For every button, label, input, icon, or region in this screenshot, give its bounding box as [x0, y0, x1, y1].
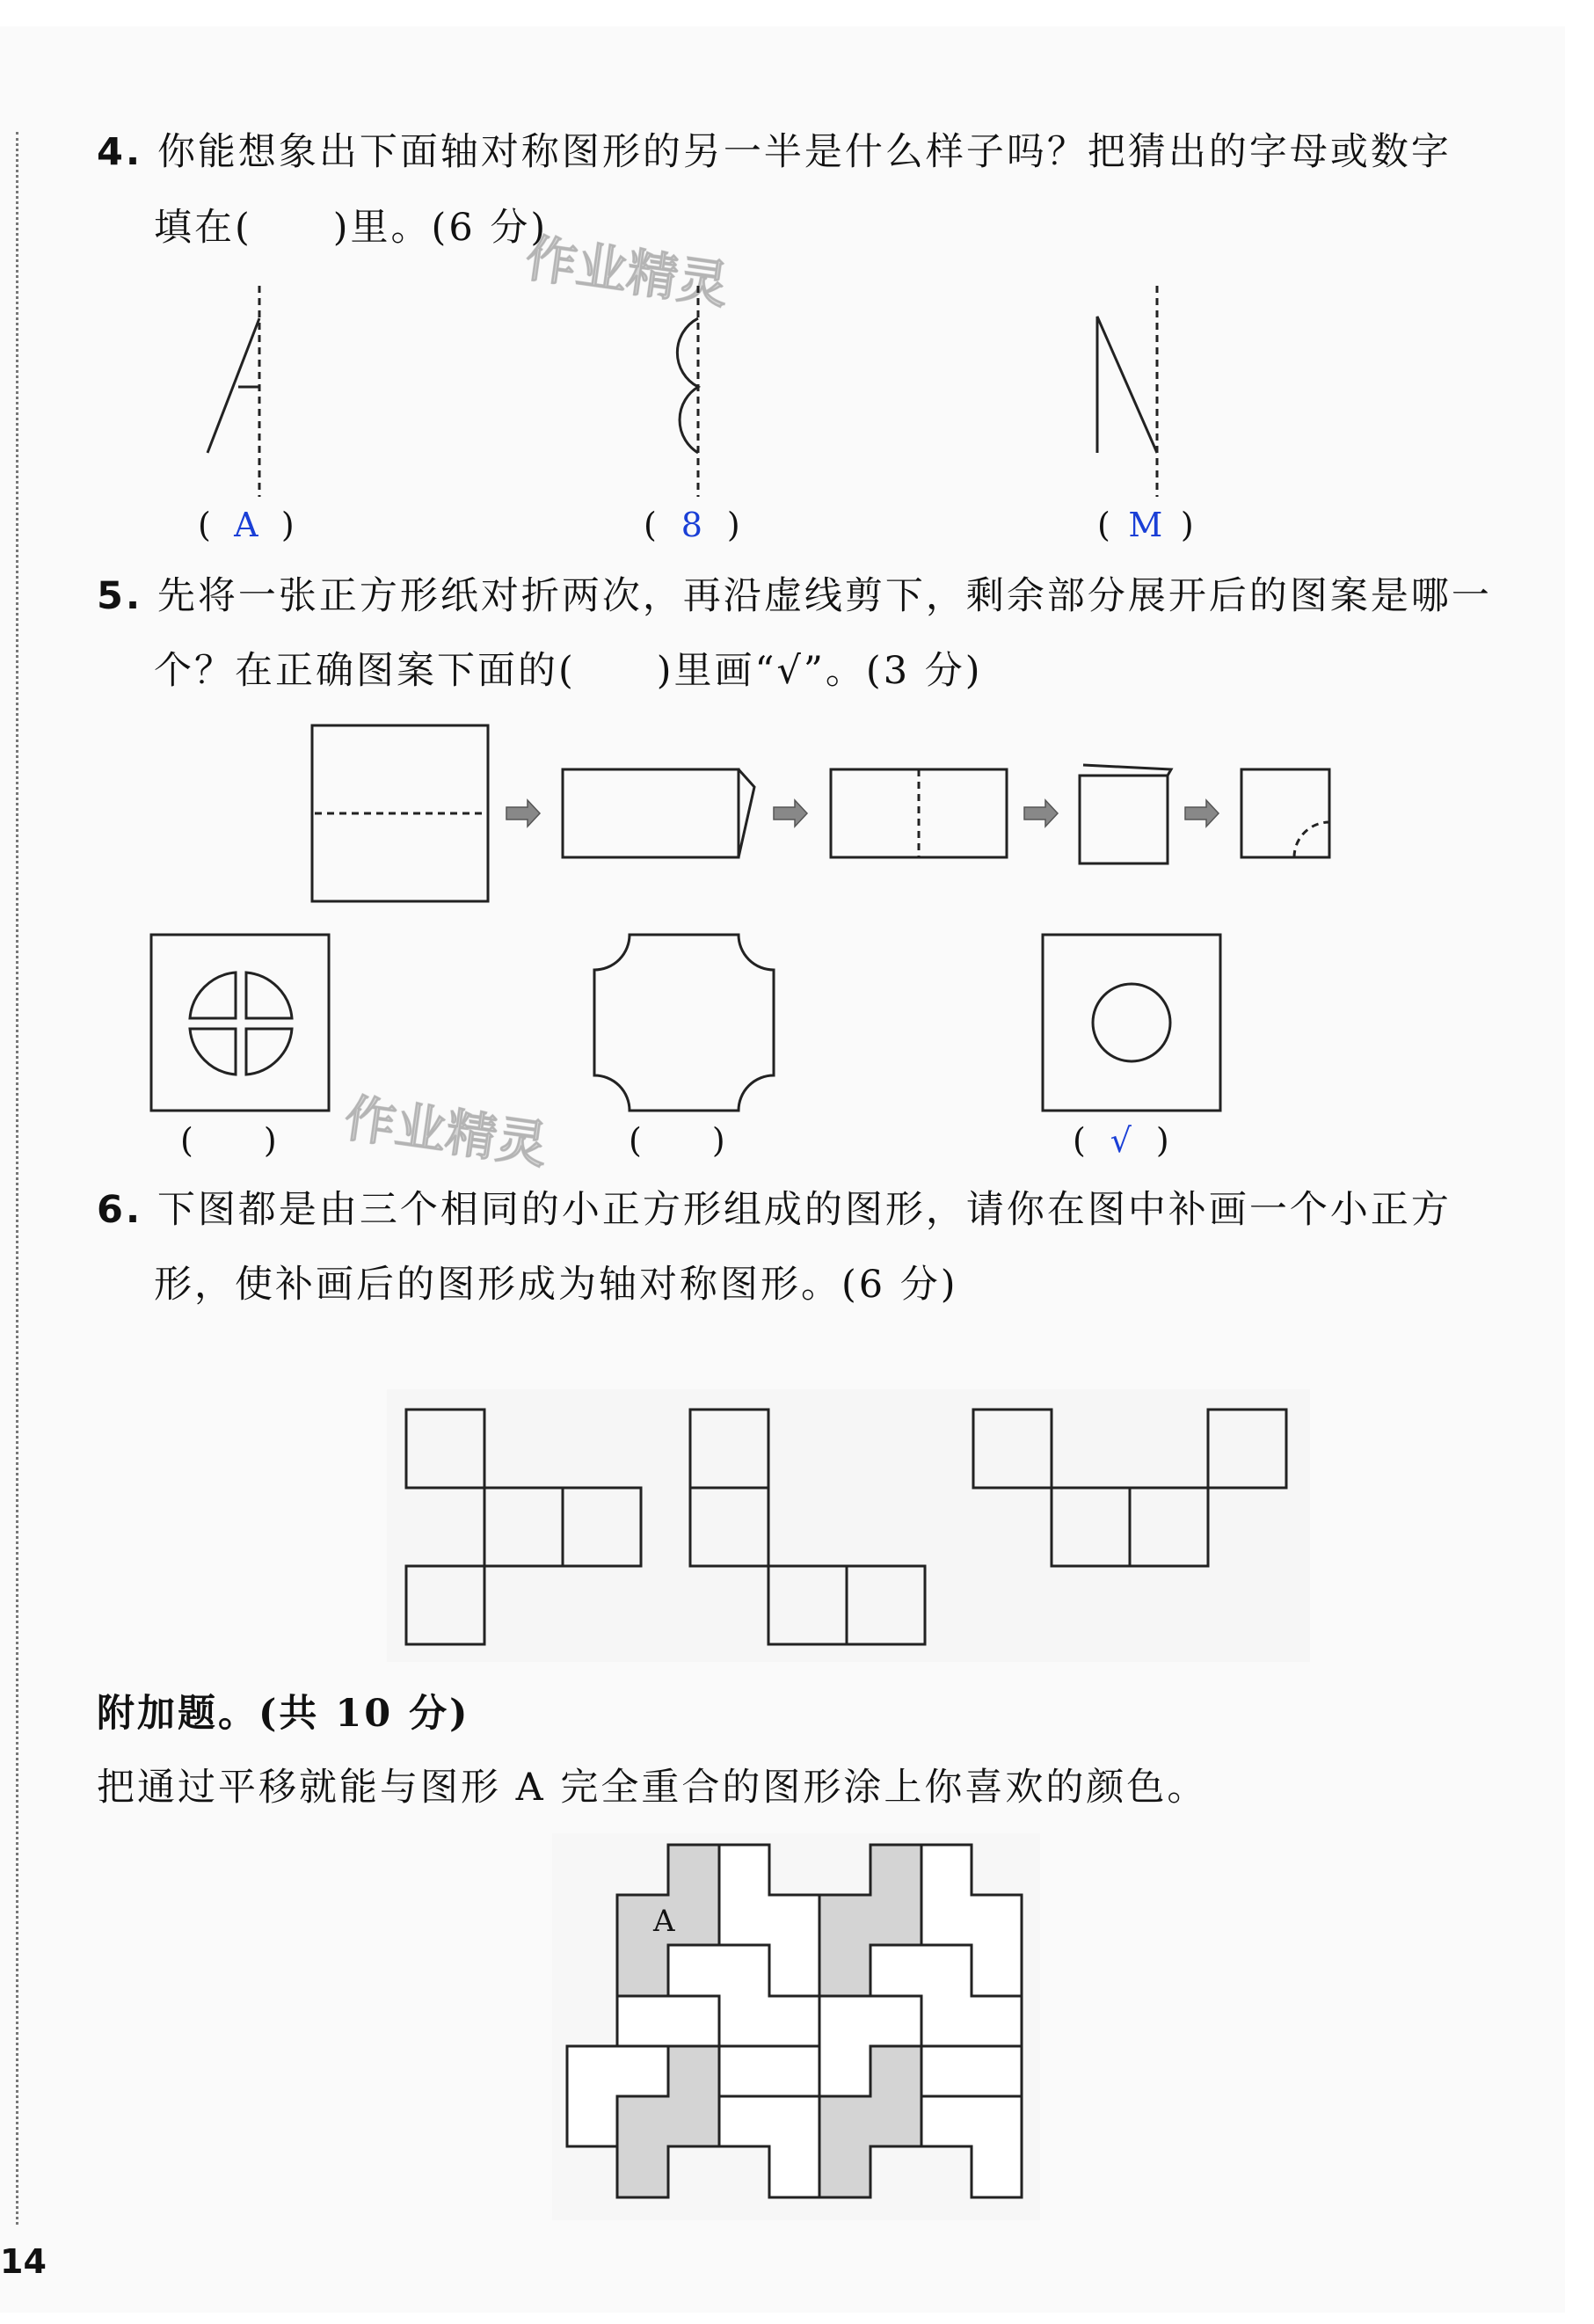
q4-text-1: 你能想象出下面轴对称图形的另一半是什么样子吗？把猜出的字母或数字 [156, 130, 1452, 174]
q5-answer-1[interactable]: ( ) [180, 1121, 277, 1160]
watermark-2: 作业精灵 [340, 1088, 551, 1176]
q5-answer-3-value: √ [1110, 1121, 1132, 1160]
page-number: 14 [0, 2242, 47, 2281]
q6-line2: 形，使补画后的图形成为轴对称图形。(6 分) [154, 1263, 958, 1307]
q5-line2: 个？在正确图案下面的( )里画“√”。(3 分) [154, 649, 983, 693]
tile-a-label: A [653, 1904, 678, 1939]
q6-number: 6. [97, 1188, 143, 1232]
q5-text-1: 先将一张正方形纸对折两次，再沿虚线剪下，剩余部分展开后的图案是哪一 [156, 574, 1492, 618]
q4-answer-3-value: M [1128, 506, 1163, 544]
q5-answer-2[interactable]: ( ) [629, 1121, 725, 1160]
q4-answer-1[interactable]: ( A ) [198, 506, 295, 544]
q4-answer-2-value: 8 [681, 506, 702, 544]
q5-number: 5. [97, 574, 143, 618]
bonus-title: 附加题。(共 10 分) [97, 1692, 470, 1736]
q4-number: 4. [97, 130, 143, 174]
q4-answer-1-value: A [234, 506, 258, 544]
q4-answer-3[interactable]: ( M ) [1097, 506, 1194, 544]
bonus-instruction: 把通过平移就能与图形 A 完全重合的图形涂上你喜欢的颜色。 [97, 1766, 1208, 1810]
q4-line2: 填在( )里。(6 分) [154, 206, 549, 250]
q5-answer-3[interactable]: ( √ ) [1073, 1121, 1169, 1160]
watermark: 作业精灵 [521, 228, 732, 316]
q6-text-1: 下图都是由三个相同的小正方形组成的图形，请你在图中补画一个小正方 [156, 1188, 1452, 1232]
q4-answer-2[interactable]: ( 8 ) [644, 506, 740, 544]
